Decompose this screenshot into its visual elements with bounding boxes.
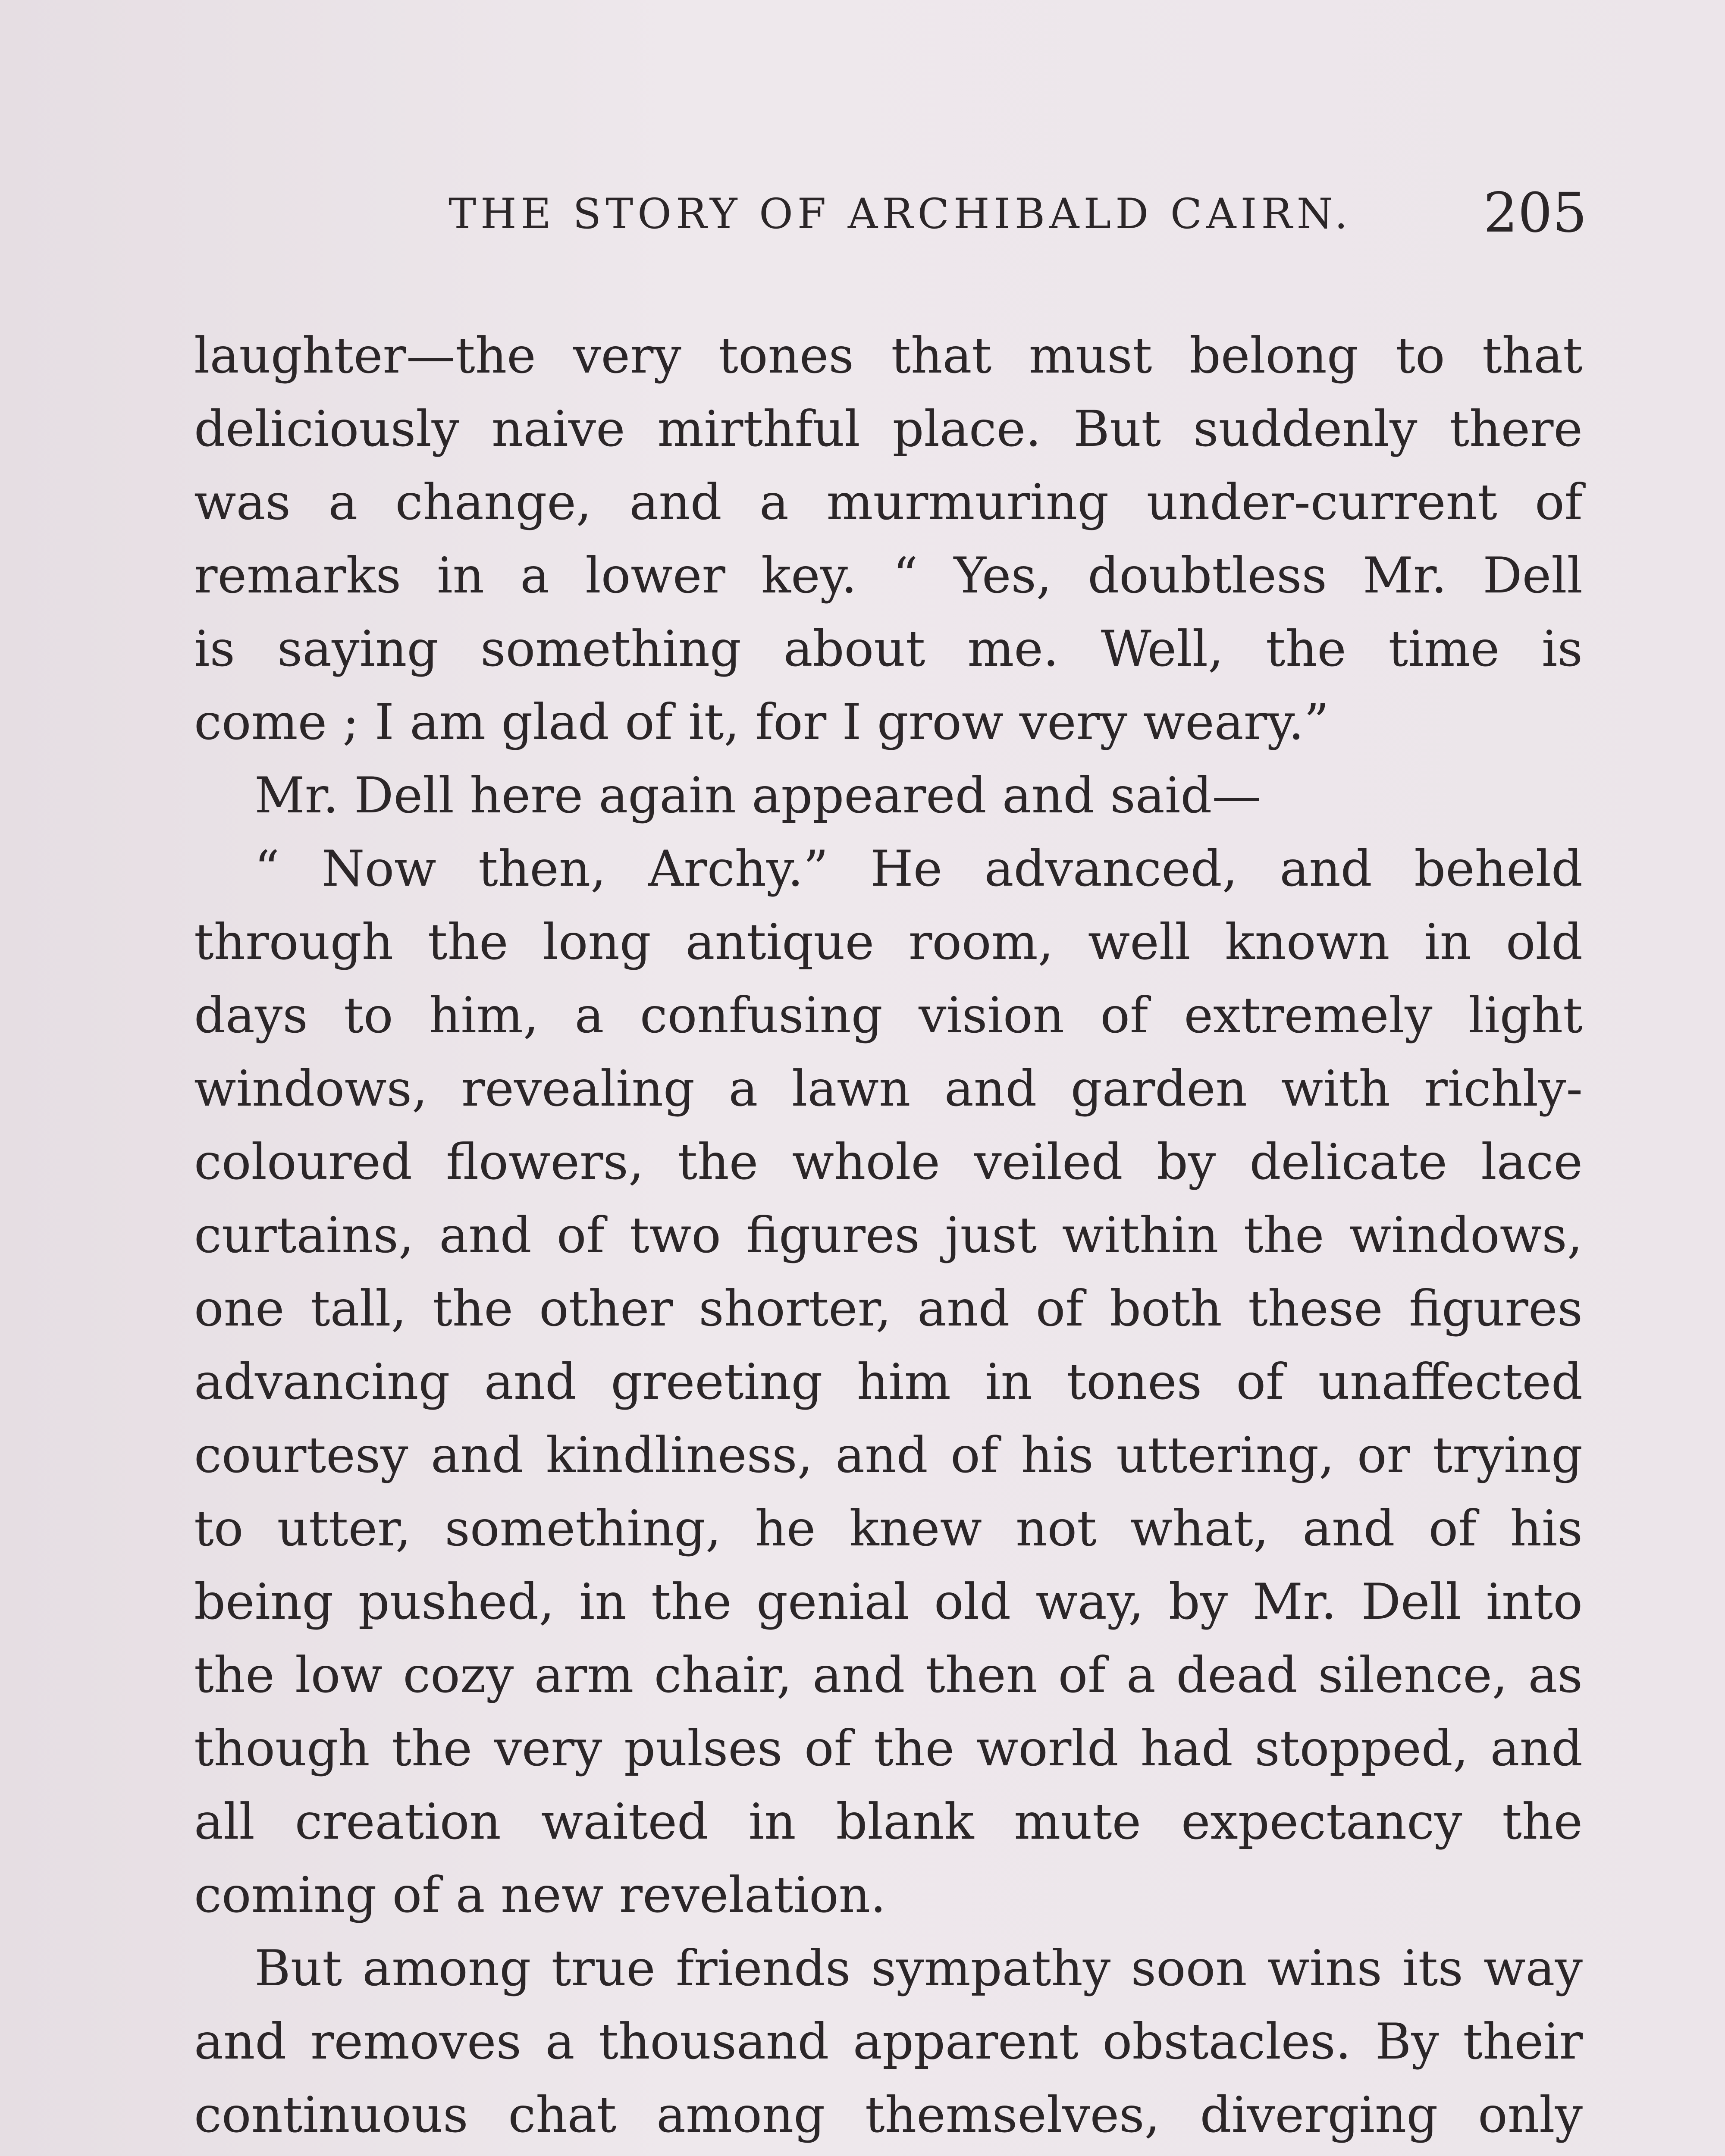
text-line: curtains, and of two figures just within the windows,	[194, 1206, 1583, 1264]
text-line: and removes a thousand apparent obstacles. By their	[194, 2013, 1583, 2070]
text-line: the low cozy arm chair, and then of a dead silence, as	[194, 1646, 1583, 1704]
text-line: remarks in a lower key. “ Yes, doubtless Mr. Dell	[194, 547, 1583, 604]
text-line: coloured flowers, the whole veiled by delicate lace	[194, 1133, 1583, 1191]
text-line: advancing and greeting him in tones of unaffected	[194, 1353, 1583, 1410]
running-head: THE STORY OF ARCHIBALD CAIRN.	[448, 190, 1352, 238]
text-line: coming of a new revelation.	[194, 1866, 886, 1924]
text-line: deliciously naive mirthful place. But suddenly there	[194, 400, 1583, 458]
text-line: But among true friends sympathy soon wins its way	[254, 1940, 1583, 1997]
text-line: being pushed, in the genial old way, by Mr. Dell into	[194, 1573, 1583, 1630]
text-line: days to him, a confusing vision of extremely light	[194, 987, 1583, 1044]
body-text	[194, 319, 1583, 2156]
text-line: though the very pulses of the world had stopped, and	[194, 1720, 1583, 1777]
page-number: 205	[1483, 181, 1587, 244]
page-header	[448, 172, 1587, 246]
text-line: to utter, something, he knew not what, and of his	[194, 1500, 1583, 1557]
text-line	[194, 2152, 1583, 2156]
text-line: continuous chat among themselves, diverging only	[194, 2086, 1583, 2143]
text-line: come ; I am glad of it, for I grow very weary.”	[194, 693, 1329, 751]
text-line: “ Now then, Archy.” He advanced, and beheld	[254, 840, 1583, 897]
text-line: windows, revealing a lawn and garden with richly-	[194, 1060, 1583, 1117]
text-line: was a change, and a murmuring under-current of	[194, 473, 1583, 531]
text-line: all creation waited in blank mute expectancy the	[194, 1793, 1583, 1850]
text-line: one tall, the other shorter, and of both these figures	[194, 1280, 1583, 1337]
text-line: through the long antique room, well known in old	[194, 913, 1583, 971]
text-line: courtesy and kindliness, and of his uttering, or trying	[194, 1426, 1583, 1484]
text-line: laughter—the very tones that must belong to that	[194, 327, 1583, 384]
text-line: is saying something about me. Well, the time is	[194, 620, 1583, 677]
text-line: Mr. Dell here again appeared and said—	[254, 767, 1261, 824]
